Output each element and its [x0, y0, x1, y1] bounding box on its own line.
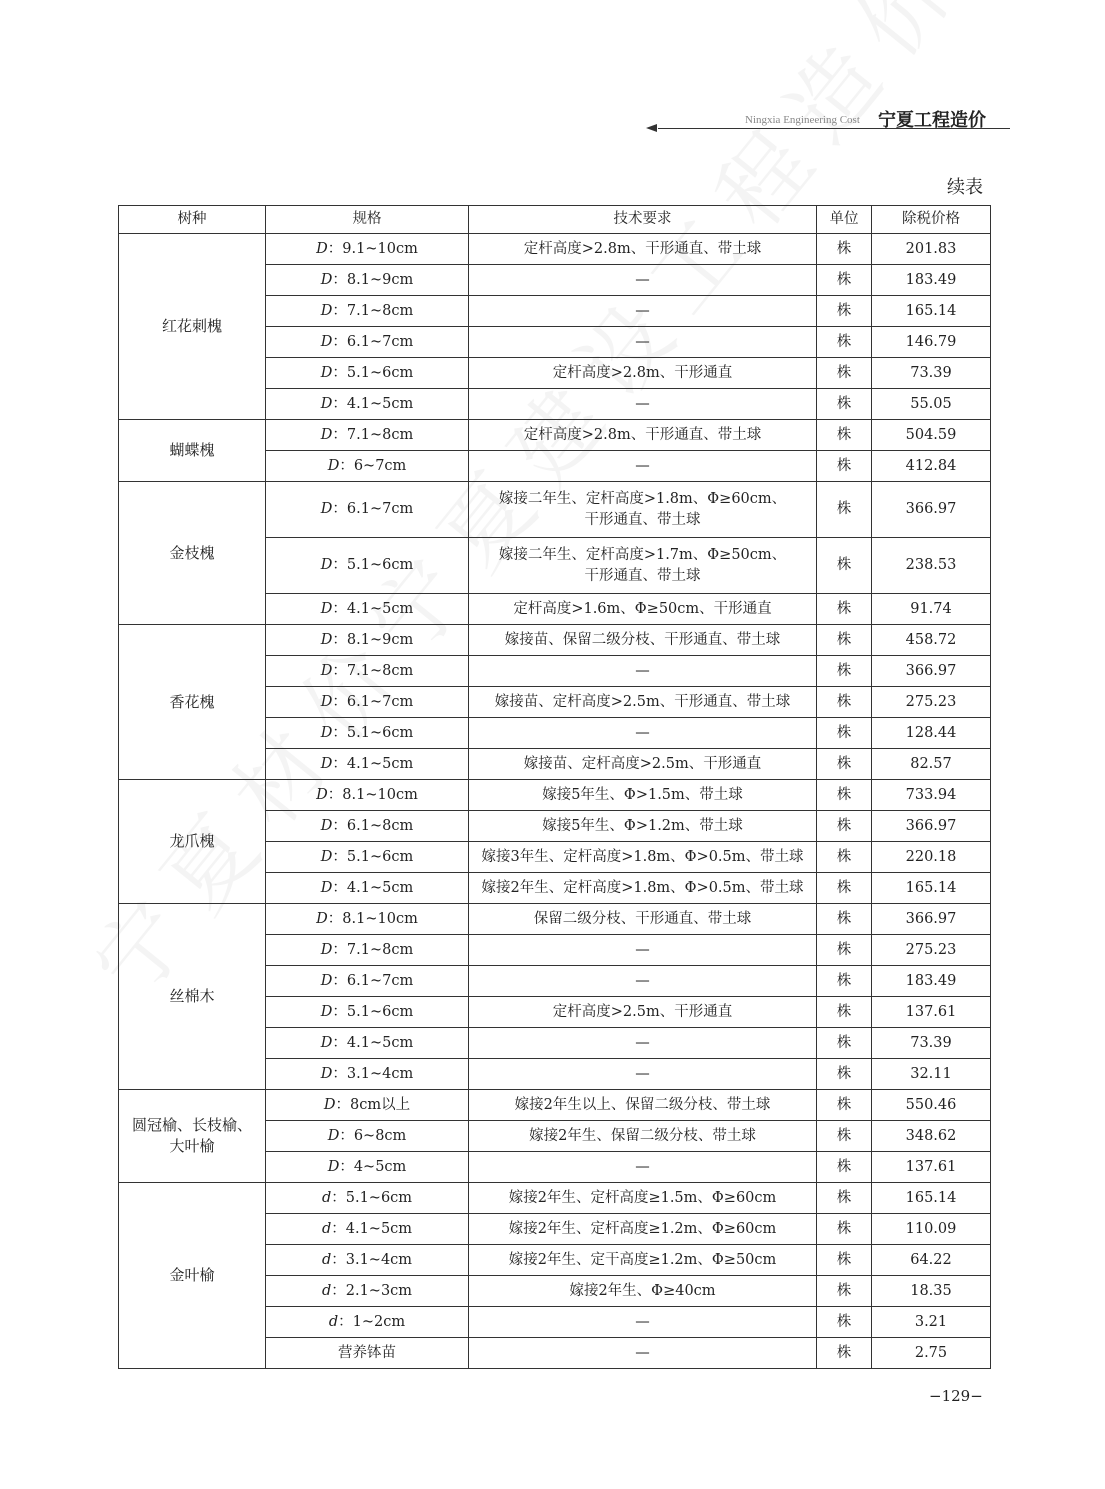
requirement-text: — [635, 457, 650, 474]
spec-cell [266, 482, 469, 538]
requirement-cell [469, 389, 817, 420]
spec-cell [266, 935, 469, 966]
requirement-cell [469, 451, 817, 482]
species-cell [119, 1183, 266, 1369]
unit-cell: 株 [817, 594, 872, 625]
spec-symbol: D [320, 662, 333, 679]
spec-cell [266, 1307, 469, 1338]
requirement-text: 嫁接二年生、定杆高度>1.8m、Φ≥60cm、 [498, 490, 787, 507]
species-name: 红花刺槐 [161, 317, 222, 335]
spec-symbol: D [320, 941, 333, 958]
price-cell: 504.59 [872, 420, 991, 451]
spec-cell [266, 1245, 469, 1276]
requirement-cell [469, 1121, 817, 1152]
table-body [119, 234, 991, 1369]
spec-cell [266, 1338, 469, 1369]
requirement-text: 保留二级分枝、干形通直、带土球 [533, 910, 752, 927]
spec-cell [266, 997, 469, 1028]
requirement-text: 嫁接2年生、定杆高度≥1.2m、Φ≥60cm [508, 1220, 777, 1237]
spec-cell [266, 687, 469, 718]
price-cell: 64.22 [872, 1245, 991, 1276]
spec-symbol: d [321, 1189, 332, 1206]
unit-cell: 株 [817, 1245, 872, 1276]
requirement-cell [469, 482, 817, 538]
spec-symbol: D [320, 1034, 333, 1051]
requirement-cell [469, 780, 817, 811]
requirement-text: — [635, 1158, 650, 1175]
price-cell: 165.14 [872, 1183, 991, 1214]
requirement-cell [469, 1214, 817, 1245]
spec-symbol: D [323, 1096, 336, 1113]
price-cell: 55.05 [872, 389, 991, 420]
spec-cell [266, 594, 469, 625]
price-cell: 82.57 [872, 749, 991, 780]
spec-cell [266, 656, 469, 687]
requirement-text: — [635, 1034, 650, 1051]
price-cell: 3.21 [872, 1307, 991, 1338]
price-cell: 366.97 [872, 904, 991, 935]
unit-cell: 株 [817, 687, 872, 718]
table-header-row [119, 206, 991, 234]
unit-cell: 株 [817, 389, 872, 420]
unit-cell: 株 [817, 1338, 872, 1369]
spec-cell [266, 966, 469, 997]
unit-cell: 株 [817, 358, 872, 389]
spec-cell [266, 265, 469, 296]
spec-cell [266, 1276, 469, 1307]
species-name: 圆冠榆、长枝榆、 [131, 1116, 252, 1134]
requirement-cell [469, 656, 817, 687]
spec-range: ：5.1~6cm [331, 1189, 413, 1206]
requirement-cell [469, 935, 817, 966]
unit-cell: 株 [817, 749, 872, 780]
species-name: 蝴蝶槐 [169, 441, 215, 459]
spec-symbol: d [321, 1282, 332, 1299]
unit-cell: 株 [817, 997, 872, 1028]
unit-cell: 株 [817, 1121, 872, 1152]
spec-range: ：8.1~9cm [332, 631, 414, 648]
spec-symbol: D [316, 786, 328, 803]
spec-range: ：7.1~8cm [332, 941, 414, 958]
spec-cell [266, 811, 469, 842]
price-cell: 348.62 [872, 1121, 991, 1152]
spec-cell [266, 420, 469, 451]
spec-range: ：5.1~6cm [332, 1003, 414, 1020]
requirement-text: — [635, 1065, 650, 1082]
requirement-cell [469, 687, 817, 718]
requirement-text: 嫁接苗、保留二级分枝、干形通直、带土球 [504, 631, 781, 648]
requirement-cell [469, 358, 817, 389]
species-name: 金叶榆 [169, 1266, 215, 1284]
unit-cell: 株 [817, 234, 872, 265]
requirement-text: — [635, 1313, 650, 1330]
species-cell [119, 420, 266, 482]
requirement-text: 嫁接苗、定杆高度>2.5m、干形通直、带土球 [494, 693, 791, 710]
spec-cell [266, 1059, 469, 1090]
price-cell: 550.46 [872, 1090, 991, 1121]
unit-cell: 株 [817, 780, 872, 811]
requirement-text: — [635, 271, 650, 288]
requirement-text-line2: 干形通直、带土球 [584, 567, 701, 584]
price-cell: 73.39 [872, 1028, 991, 1059]
requirement-text: — [635, 395, 650, 412]
price-cell: 201.83 [872, 234, 991, 265]
unit-cell: 株 [817, 451, 872, 482]
spec-symbol: D [320, 302, 333, 319]
spec-range: ：8.1~10cm [327, 910, 418, 927]
requirement-cell [469, 420, 817, 451]
spec-range: ：1~2cm [338, 1313, 406, 1330]
unit-cell: 株 [817, 625, 872, 656]
price-cell: 18.35 [872, 1276, 991, 1307]
requirement-text: — [635, 941, 650, 958]
unit-cell: 株 [817, 1090, 872, 1121]
spec-cell [266, 451, 469, 482]
requirement-text-line2: 干形通直、带土球 [584, 511, 701, 528]
spec-cell [266, 904, 469, 935]
table-row [119, 904, 991, 935]
spec-cell [266, 327, 469, 358]
price-cell: 366.97 [872, 811, 991, 842]
spec-cell [266, 538, 469, 594]
price-cell: 238.53 [872, 538, 991, 594]
header-rule [658, 128, 1010, 129]
requirement-text: 嫁接2年生、定干高度≥1.2m、Φ≥50cm [508, 1251, 777, 1268]
spec-cell [266, 873, 469, 904]
spec-symbol: D [320, 1065, 333, 1082]
requirement-text: 定杆高度>1.6m、Φ≥50cm、干形通直 [513, 600, 772, 617]
species-cell [119, 780, 266, 904]
spec-symbol: D [327, 1158, 340, 1175]
requirement-cell [469, 1276, 817, 1307]
requirement-text: 嫁接5年生、Φ>1.2m、带土球 [542, 817, 743, 834]
requirement-text: — [635, 724, 650, 741]
unit-cell: 株 [817, 1307, 872, 1338]
header-chinese-title: 宁夏工程造价 [878, 110, 986, 131]
price-cell: 165.14 [872, 873, 991, 904]
requirement-cell [469, 966, 817, 997]
spec-symbol: D [320, 557, 333, 573]
spec-cell [266, 1183, 469, 1214]
spec-range: ：8.1~10cm [327, 786, 418, 803]
species-cell [119, 482, 266, 625]
unit-cell: 株 [817, 966, 872, 997]
requirement-text: — [635, 302, 650, 319]
spec-cell [266, 1090, 469, 1121]
spec-cell [266, 1028, 469, 1059]
unit-cell: 株 [817, 935, 872, 966]
spec-range: ：4.1~5cm [332, 395, 414, 412]
arrow-left-icon [646, 124, 657, 132]
requirement-cell [469, 594, 817, 625]
spec-range: ：4.1~5cm [332, 1034, 414, 1051]
species-name: 香花槐 [169, 692, 215, 711]
spec-range: ：7.1~8cm [332, 302, 414, 319]
unit-cell: 株 [817, 1152, 872, 1183]
spec-range: ：6.1~7cm [332, 501, 414, 517]
spec-symbol: D [320, 693, 333, 710]
price-cell: 137.61 [872, 1152, 991, 1183]
spec-symbol: D [320, 848, 333, 865]
table-row [119, 780, 991, 811]
species-cell [119, 625, 266, 780]
requirement-text: — [635, 1344, 650, 1361]
price-cell: 73.39 [872, 358, 991, 389]
unit-cell: 株 [817, 538, 872, 594]
spec-range: ：2.1~3cm [331, 1282, 413, 1299]
spec-cell [266, 780, 469, 811]
spec-symbol: D [320, 364, 333, 381]
spec-symbol: D [320, 724, 333, 741]
price-cell: 275.23 [872, 935, 991, 966]
requirement-text: 嫁接2年生、定杆高度>1.8m、Φ>0.5m、带土球 [481, 879, 804, 896]
price-cell: 146.79 [872, 327, 991, 358]
requirement-cell [469, 997, 817, 1028]
spec-cell [266, 749, 469, 780]
requirement-cell [469, 718, 817, 749]
requirement-cell [469, 904, 817, 935]
unit-cell: 株 [817, 718, 872, 749]
price-cell: 412.84 [872, 451, 991, 482]
price-cell: 366.97 [872, 482, 991, 538]
spec-range: ：8.1~9cm [332, 271, 414, 288]
spec-cell [266, 389, 469, 420]
spec-symbol: D [327, 457, 340, 474]
requirement-cell [469, 1338, 817, 1369]
unit-cell: 株 [817, 265, 872, 296]
price-cell: 137.61 [872, 997, 991, 1028]
spec-range: ：4.1~5cm [332, 879, 414, 896]
unit-cell: 株 [817, 811, 872, 842]
price-cell: 110.09 [872, 1214, 991, 1245]
spec-cell [266, 842, 469, 873]
column-header-unit: 单位 [817, 206, 872, 234]
requirement-cell [469, 1245, 817, 1276]
requirement-text: 定杆高度>2.8m、干形通直、带土球 [523, 426, 762, 443]
price-cell: 366.97 [872, 656, 991, 687]
requirement-cell [469, 842, 817, 873]
spec-range: ：7.1~8cm [332, 426, 414, 443]
spec-range: ：6~8cm [339, 1127, 407, 1144]
species-cell [119, 234, 266, 420]
species-name: 金枝槐 [169, 543, 215, 562]
spec-range: ：6.1~7cm [332, 333, 414, 350]
table-row [119, 420, 991, 451]
spec-range: ：5.1~6cm [332, 364, 414, 381]
requirement-text: — [635, 972, 650, 989]
requirement-cell [469, 625, 817, 656]
price-cell: 458.72 [872, 625, 991, 656]
spec-cell [266, 296, 469, 327]
requirement-text: 嫁接2年生、Φ≥40cm [569, 1282, 716, 1299]
price-cell: 183.49 [872, 265, 991, 296]
spec-cell [266, 1121, 469, 1152]
spec-symbol: D [327, 1127, 340, 1144]
page-number: −129− [929, 1387, 983, 1405]
spec-range: ：4.1~5cm [332, 600, 414, 617]
unit-cell: 株 [817, 873, 872, 904]
spec-cell [266, 625, 469, 656]
table-row [119, 482, 991, 538]
spec-range: ：5.1~6cm [332, 724, 414, 741]
requirement-cell [469, 1307, 817, 1338]
spec-symbol: D [316, 910, 328, 927]
price-cell: 2.75 [872, 1338, 991, 1369]
price-cell: 183.49 [872, 966, 991, 997]
spec-cell [266, 718, 469, 749]
requirement-text: 嫁接2年生、保留二级分枝、带土球 [529, 1127, 756, 1144]
column-header-price: 除税价格 [872, 206, 991, 234]
requirement-cell [469, 1059, 817, 1090]
table-caption: 续表 [947, 177, 983, 198]
spec-range: ：4.1~5cm [332, 755, 414, 772]
species-cell [119, 904, 266, 1090]
spec-range: 营养钵苗 [338, 1344, 396, 1361]
requirement-text: — [635, 662, 650, 679]
spec-cell [266, 358, 469, 389]
unit-cell: 株 [817, 482, 872, 538]
requirement-cell [469, 1028, 817, 1059]
spec-symbol: D [320, 333, 333, 350]
spec-symbol: d [321, 1251, 332, 1268]
requirement-cell [469, 873, 817, 904]
requirement-cell [469, 1090, 817, 1121]
spec-symbol: D [320, 631, 333, 648]
spec-cell [266, 1152, 469, 1183]
requirement-text: 嫁接2年生、定杆高度≥1.5m、Φ≥60cm [508, 1189, 777, 1206]
spec-range: ：7.1~8cm [332, 662, 414, 679]
spec-cell [266, 234, 469, 265]
unit-cell: 株 [817, 327, 872, 358]
price-cell: 91.74 [872, 594, 991, 625]
requirement-cell [469, 749, 817, 780]
unit-cell: 株 [817, 656, 872, 687]
spec-symbol: D [320, 879, 333, 896]
spec-range: ：4~5cm [339, 1158, 407, 1175]
requirement-cell [469, 265, 817, 296]
spec-range: ：6.1~7cm [332, 693, 414, 710]
spec-symbol: D [320, 972, 333, 989]
price-cell: 275.23 [872, 687, 991, 718]
spec-symbol: d [321, 1220, 332, 1237]
requirement-text: 嫁接苗、定杆高度>2.5m、干形通直 [523, 755, 762, 772]
price-cell: 32.11 [872, 1059, 991, 1090]
unit-cell: 株 [817, 1059, 872, 1090]
spec-symbol: d [328, 1313, 339, 1330]
species-name: 丝棉木 [169, 987, 215, 1005]
requirement-text: 定杆高度>2.8m、干形通直、带土球 [523, 240, 762, 257]
price-cell: 220.18 [872, 842, 991, 873]
spec-symbol: D [316, 240, 328, 257]
spec-range: ：9.1~10cm [327, 240, 418, 257]
spec-symbol: D [320, 426, 333, 443]
requirement-text: 定杆高度>2.8m、干形通直 [552, 364, 733, 381]
requirement-cell [469, 1152, 817, 1183]
requirement-text: 嫁接2年生以上、保留二级分枝、带土球 [514, 1096, 771, 1113]
unit-cell: 株 [817, 296, 872, 327]
price-cell: 165.14 [872, 296, 991, 327]
header-english-title: Ningxia Engineering Cost [745, 114, 860, 126]
table-row [119, 234, 991, 265]
spec-range: ：3.1~4cm [332, 1065, 414, 1082]
table-row [119, 625, 991, 656]
spec-range: ：3.1~4cm [331, 1251, 413, 1268]
spec-symbol: D [320, 271, 333, 288]
requirement-text: — [635, 333, 650, 350]
spec-range: ：8cm以上 [335, 1096, 411, 1113]
spec-range: ：6~7cm [339, 457, 407, 474]
price-cell: 128.44 [872, 718, 991, 749]
unit-cell: 株 [817, 1028, 872, 1059]
spec-symbol: D [320, 600, 333, 617]
spec-range: ：6.1~8cm [332, 817, 414, 834]
requirement-cell [469, 1183, 817, 1214]
spec-symbol: D [320, 755, 333, 772]
spec-cell [266, 1214, 469, 1245]
requirement-cell [469, 327, 817, 358]
column-header-spec: 规格 [266, 206, 469, 234]
unit-cell: 株 [817, 904, 872, 935]
requirement-cell [469, 296, 817, 327]
requirement-text: 定杆高度>2.5m、干形通直 [552, 1003, 733, 1020]
spec-symbol: D [320, 395, 333, 412]
unit-cell: 株 [817, 1276, 872, 1307]
price-cell: 733.94 [872, 780, 991, 811]
spec-symbol: D [320, 817, 333, 834]
spec-range: ：5.1~6cm [332, 848, 414, 865]
spec-range: ：4.1~5cm [331, 1220, 413, 1237]
requirement-cell [469, 234, 817, 265]
spec-range: ：5.1~6cm [332, 557, 414, 573]
price-table [118, 205, 991, 1369]
table-row [119, 1183, 991, 1214]
spec-symbol: D [320, 1003, 333, 1020]
unit-cell: 株 [817, 420, 872, 451]
species-name-line2: 大叶榆 [169, 1137, 215, 1155]
requirement-text: 嫁接3年生、定杆高度>1.8m、Φ>0.5m、带土球 [481, 848, 804, 865]
unit-cell: 株 [817, 1183, 872, 1214]
requirement-cell [469, 811, 817, 842]
unit-cell: 株 [817, 1214, 872, 1245]
column-header-requirement: 技术要求 [469, 206, 817, 234]
unit-cell: 株 [817, 842, 872, 873]
species-cell [119, 1090, 266, 1183]
spec-range: ：6.1~7cm [332, 972, 414, 989]
requirement-cell [469, 538, 817, 594]
requirement-text: 嫁接二年生、定杆高度>1.7m、Φ≥50cm、 [498, 546, 787, 563]
column-header-species: 树种 [119, 206, 266, 234]
requirement-text: 嫁接5年生、Φ>1.5m、带土球 [542, 786, 743, 803]
species-name: 龙爪槐 [169, 832, 215, 850]
table-row [119, 1090, 991, 1121]
spec-symbol: D [320, 501, 333, 517]
